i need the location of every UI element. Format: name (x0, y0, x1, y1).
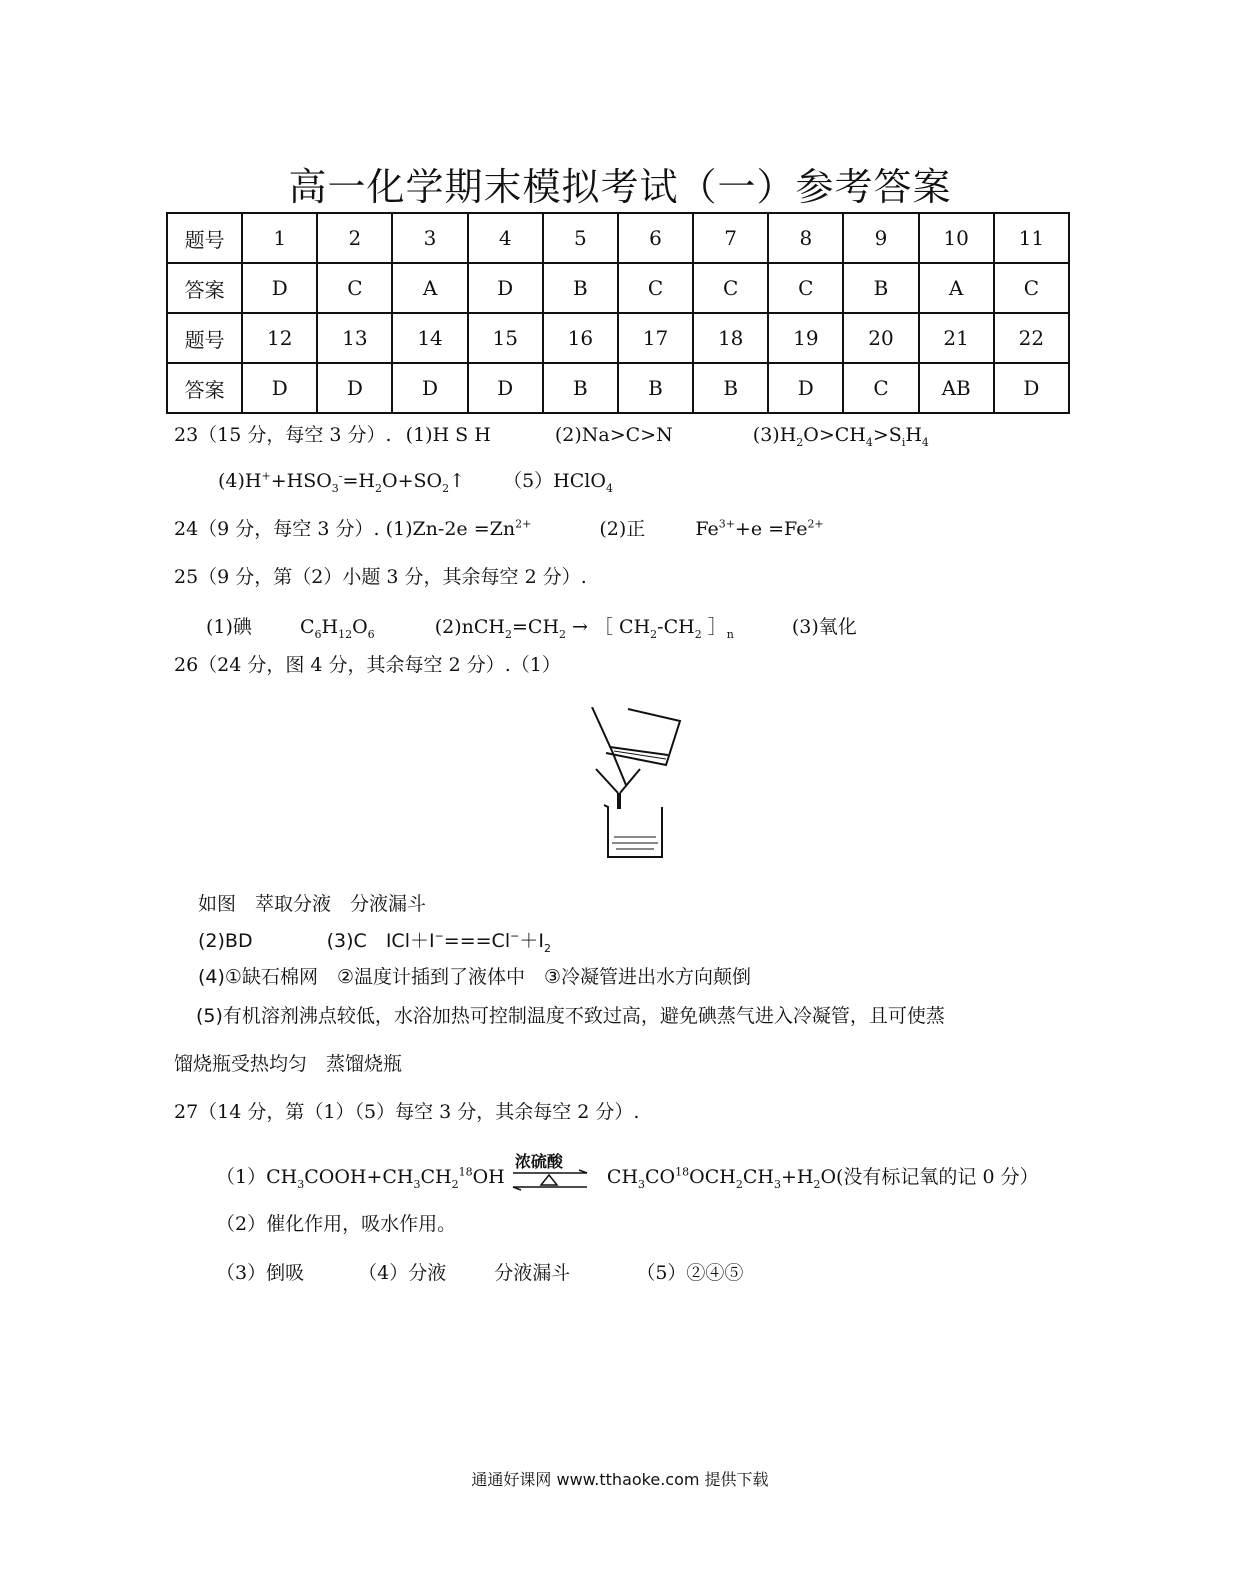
row-label: 题号 (167, 213, 242, 263)
q27-part2: （2）催化作用，吸水作用。 (216, 1213, 457, 1235)
answer-cell: D (242, 263, 317, 313)
answer-cell: 14 (392, 313, 467, 363)
q25-part2: $(2)nCH_2=CH_2$ → ［ $CH_2-CH_2$ $]_n$ (434, 616, 734, 641)
answer-cell: A (919, 263, 994, 313)
answer-cell: 13 (317, 313, 392, 363)
reversible-arrow-icon (511, 1169, 589, 1191)
answer-cell: 19 (768, 313, 843, 363)
answer-cell: B (693, 363, 768, 413)
q26-answer1: 如图 萃取分液 分液漏斗 (198, 893, 427, 915)
q25-part3: (3)氧化 (791, 616, 857, 638)
q24-part2-label: (2)正 (599, 518, 646, 540)
answer-cell: B (618, 363, 693, 413)
q27-reaction-condition (511, 1151, 589, 1191)
answer-cell: 7 (693, 213, 768, 263)
answer-cell: 1 (242, 213, 317, 263)
answer-cell: 9 (843, 213, 918, 263)
answer-cell: C (843, 363, 918, 413)
answer-cell: 11 (994, 213, 1069, 263)
q26-line2 (198, 926, 551, 955)
q23-part2: (2)Na>C>N (554, 424, 673, 446)
q23-header: 23（15 分，每空 3 分）. (174, 424, 392, 446)
answer-cell: C (768, 263, 843, 313)
q27-line1 (216, 1151, 1039, 1191)
q27-line3 (216, 1258, 743, 1285)
q26-part5-line2: 馏烧瓶受热均匀 蒸馏烧瓶 (174, 1053, 403, 1075)
q25-header: 25（9 分，第（2）小题 3 分，其余每空 2 分）. (174, 566, 587, 588)
answer-cell: D (468, 263, 543, 313)
q25-part1: (1)碘 (206, 616, 252, 638)
q27-header: 27（14 分，第（1）（5）每空 3 分，其余每空 2 分）. (174, 1101, 640, 1123)
answer-cell: D (317, 363, 392, 413)
answer-table-row (167, 263, 1069, 313)
answer-cell: A (392, 263, 467, 313)
q24-part1: $(1)Zn-2e =Zn^{2+}$ (385, 517, 532, 540)
q23-line2 (218, 466, 613, 495)
answer-cell: 6 (618, 213, 693, 263)
answer-cell: 15 (468, 313, 543, 363)
q23-line1 (174, 420, 929, 449)
q24-line (174, 514, 824, 541)
page-title: 高一化学期末模拟考试（一）参考答案 (288, 165, 952, 209)
answer-cell: B (543, 363, 618, 413)
answer-table-row (167, 313, 1069, 363)
row-label: 答案 (167, 363, 242, 413)
answer-cell: C (317, 263, 392, 313)
answer-cell: B (543, 263, 618, 313)
q27-note: (没有标记氧的记 0 分） (836, 1166, 1039, 1188)
q26-part2: (2)BD (198, 930, 253, 952)
answer-cell: 22 (994, 313, 1069, 363)
answer-cell: 5 (543, 213, 618, 263)
q23-part5: （5）HClO$_4$ (503, 470, 613, 495)
q27-part4: （4）分液 (358, 1262, 447, 1284)
row-label: 题号 (167, 313, 242, 363)
q27-part3: （3）倒吸 (216, 1262, 305, 1284)
q27-part4-apparatus: 分液漏斗 (494, 1262, 571, 1284)
answer-cell: 2 (317, 213, 392, 263)
answer-cell: 8 (768, 213, 843, 263)
answer-table (166, 212, 1070, 414)
q23-part1: (1)H S H (405, 424, 491, 446)
answer-cell: C (618, 263, 693, 313)
answer-table-row (167, 213, 1069, 263)
answer-cell: C (693, 263, 768, 313)
answer-cell: C (994, 263, 1069, 313)
answer-cell: 3 (392, 213, 467, 263)
answer-cell: 16 (543, 313, 618, 363)
answer-cell: 21 (919, 313, 994, 363)
q24-header: 24（9 分，每空 3 分）. (174, 518, 380, 540)
q27-products: $CH_3CO^{18}OCH_2CH_3+H_2O$ (606, 1165, 837, 1191)
answer-cell: D (994, 363, 1069, 413)
answer-cell: D (768, 363, 843, 413)
answer-cell: AB (919, 363, 994, 413)
answer-cell: 20 (843, 313, 918, 363)
q25-formula: $C_6H_{12}O_6$ (299, 616, 375, 641)
answer-cell: 12 (242, 313, 317, 363)
q25-line2 (206, 612, 857, 641)
q26-part5-line1: (5)有机溶剂沸点较低，水浴加热可控制温度不致过高，避免碘蒸气进入冷凝管，且可使蒸 (196, 1005, 945, 1027)
q24-part2-eq: $Fe^{3+}+e =Fe^{2+}$ (695, 517, 824, 540)
q26-part4: (4)①缺石棉网 ②温度计插到了液体中 ③冷凝管进出水方向颠倒 (198, 966, 752, 988)
answer-table-row (167, 363, 1069, 413)
q27-part5: （5）②④⑤ (636, 1262, 744, 1284)
answer-cell: 18 (693, 313, 768, 363)
answer-cell: 4 (468, 213, 543, 263)
answer-cell: D (392, 363, 467, 413)
q27-reactants: $(1)CH_3COOH+CH_3CH_2^{18}OH$ (216, 1165, 505, 1191)
answer-cell: 17 (618, 313, 693, 363)
row-label: 答案 (167, 263, 242, 313)
answer-cell: D (242, 363, 317, 413)
answer-cell: B (843, 263, 918, 313)
q27-catalyst-label: 浓硫酸 (514, 1151, 563, 1171)
q26-part3: (3)C $ICl+I^-===Cl^-+I_2$ (326, 929, 551, 955)
q23-part4: $(4)H^++HSO_3^-=H_2O+SO_2↑$ (218, 469, 466, 495)
answer-cell: D (468, 363, 543, 413)
q26-header: 26（24 分，图 4 分，其余每空 2 分）.（1） (174, 654, 561, 676)
filtration-apparatus-figure (590, 707, 690, 867)
answer-cell: 10 (919, 213, 994, 263)
page-footer: 通通好课网 www.tthaoke.com 提供下载 (471, 1470, 769, 1489)
q23-part3: $(3)H_2O>CH_4>S_iH_4$ (752, 424, 929, 449)
